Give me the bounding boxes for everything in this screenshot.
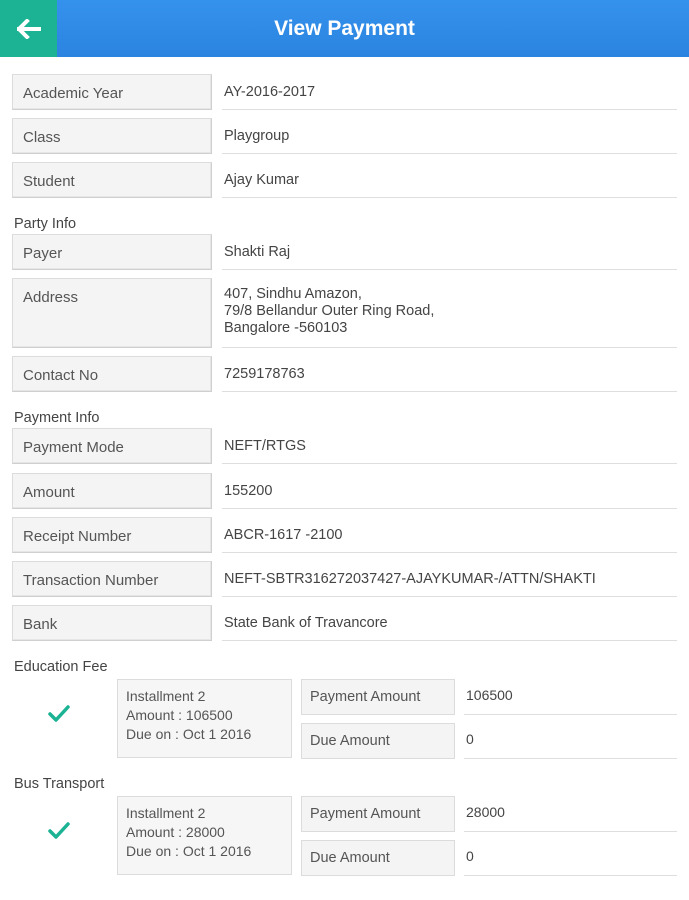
class-label: Class <box>12 118 212 154</box>
transaction-label: Transaction Number <box>12 561 212 597</box>
bank-label: Bank <box>12 605 212 641</box>
installment-name: Installment 2 <box>126 805 206 821</box>
payment-amount-value: 106500 <box>464 679 677 715</box>
contact-row <box>12 356 677 392</box>
receipt-value: ABCR-1617 -2100 <box>222 517 677 553</box>
address-label: Address <box>12 278 212 348</box>
academic-year-value: AY-2016-2017 <box>222 74 677 110</box>
payer-label: Payer <box>12 234 212 270</box>
party-info-heading: Party Info <box>14 216 77 232</box>
payment-mode-value: NEFT/RTGS <box>222 428 677 464</box>
due-amount-label: Due Amount <box>301 840 455 876</box>
installment-name: Installment 2 <box>126 688 206 704</box>
receipt-row <box>12 517 677 553</box>
address-line-2: 79/8 Bellandur Outer Ring Road, <box>224 303 435 319</box>
bus-transport-block <box>12 796 677 876</box>
app-header <box>0 0 689 57</box>
address-row <box>12 278 677 348</box>
class-row <box>12 118 677 154</box>
due-amount-label: Due Amount <box>301 723 455 759</box>
due-amount-value: 0 <box>464 840 677 876</box>
transaction-value: NEFT-SBTR316272037427-AJAYKUMAR-/ATTN/SHAKTI <box>222 561 677 597</box>
payment-amount-label: Payment Amount <box>301 679 455 715</box>
education-fee-heading: Education Fee <box>14 659 108 675</box>
installment-box <box>117 679 292 758</box>
bank-value: State Bank of Travancore <box>222 605 677 641</box>
address-value <box>222 278 677 348</box>
installment-amount: Amount : 106500 <box>126 707 233 723</box>
installment-due-date: Due on : Oct 1 2016 <box>126 843 252 859</box>
student-value: Ajay Kumar <box>222 162 677 198</box>
payment-info-heading: Payment Info <box>14 410 100 426</box>
due-amount-value: 0 <box>464 723 677 759</box>
payment-amount-value: 28000 <box>464 796 677 832</box>
contact-value: 7259178763 <box>222 356 677 392</box>
education-fee-block <box>12 679 677 759</box>
transaction-row <box>12 561 677 597</box>
page-title: View Payment <box>274 17 415 40</box>
academic-year-row <box>12 74 677 110</box>
contact-label: Contact No <box>12 356 212 392</box>
student-label: Student <box>12 162 212 198</box>
amount-value: 155200 <box>222 473 677 509</box>
payment-amount-label: Payment Amount <box>301 796 455 832</box>
installment-amount: Amount : 28000 <box>126 824 225 840</box>
installment-box <box>117 796 292 875</box>
address-line-1: 407, Sindhu Amazon, <box>224 286 362 302</box>
amount-row <box>12 473 677 509</box>
amount-label: Amount <box>12 473 212 509</box>
receipt-label: Receipt Number <box>12 517 212 553</box>
check-icon <box>44 816 74 846</box>
academic-year-label: Academic Year <box>12 74 212 110</box>
payer-row <box>12 234 677 270</box>
check-icon <box>44 699 74 729</box>
payment-mode-label: Payment Mode <box>12 428 212 464</box>
bank-row <box>12 605 677 641</box>
installment-due-date: Due on : Oct 1 2016 <box>126 726 252 742</box>
bus-transport-heading: Bus Transport <box>14 776 105 792</box>
student-row <box>12 162 677 198</box>
address-line-3: Bangalore -560103 <box>224 320 348 336</box>
payer-value: Shakti Raj <box>222 234 677 270</box>
class-value: Playgroup <box>222 118 677 154</box>
payment-mode-row <box>12 428 677 464</box>
